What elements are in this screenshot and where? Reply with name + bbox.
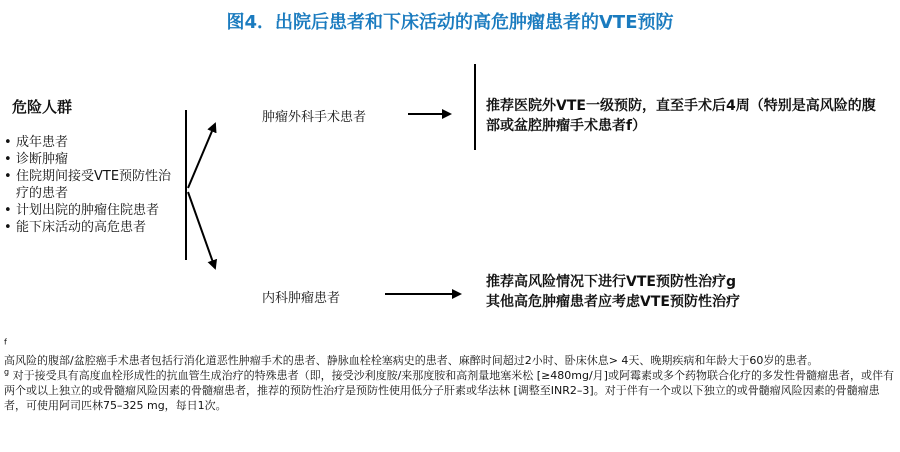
medical-recommendation-line-1: 推荐高风险情况下进行VTE预防性治疗g — [486, 274, 736, 290]
footnote-f — [4, 338, 896, 368]
risk-group-title: 危险人群 — [12, 98, 73, 116]
footnote-text: 对于接受具有高度血栓形成性的抗血管生成治疗的特殊患者（即，接受沙利度胺/来那度胺和高剂量地塞米松 [≥480mg/月]或阿霉素或多个药物联合化疗的多发性骨髓瘤患者，或伴有两个或以上独立的或骨髓瘤风险因素的骨髓瘤患者，推荐的预防性治疗是预防性使用低分子肝素或华法林 [调整至INR2–3]。对于伴有一个或以下独立的或骨髓瘤风险因素的骨髓瘤患者，可使用阿司匹林75–325 mg，每日1次。 — [4, 369, 894, 412]
medical-branch-label: 内科肿瘤患者 — [262, 291, 341, 306]
risk-item: • 计划出院的肿瘤住院患者 — [4, 202, 184, 219]
arrow-to-surgery-branch — [188, 124, 215, 188]
risk-item: • 成年患者 — [4, 134, 184, 151]
footnote-g — [4, 368, 896, 413]
medical-recommendation-line-2: 其他高危肿瘤患者应考虑VTE预防性治疗 — [486, 294, 740, 310]
footnote-mark: g — [4, 367, 10, 377]
footnote-mark: f — [4, 337, 7, 347]
surgery-recommendation: 推荐医院外VTE一级预防，直至手术后4周（特别是高风险的腹部或盆腔肿瘤手术患者f） — [486, 98, 876, 134]
arrow-to-medical-branch — [188, 192, 215, 268]
figure-title: 图4．出院后患者和下床活动的高危肿瘤患者的VTE预防 — [226, 12, 674, 33]
surgery-branch-label: 肿瘤外科手术患者 — [262, 110, 367, 125]
risk-item: • 住院期间接受VTE预防性治疗的患者 — [4, 168, 184, 202]
risk-item: • 诊断肿瘤 — [4, 151, 184, 168]
footnotes — [4, 338, 896, 413]
footnote-text: 高风险的腹部/盆腔癌手术患者包括行消化道恶性肿瘤手术的患者、静脉血栓栓塞病史的患者、麻醉时间超过2小时、卧床休息> 4天、晚期疾病和年龄大于60岁的患者。 — [4, 354, 819, 367]
surgery-recommendation-bracket — [474, 64, 476, 150]
risk-item: • 能下床活动的高危患者 — [4, 219, 184, 236]
